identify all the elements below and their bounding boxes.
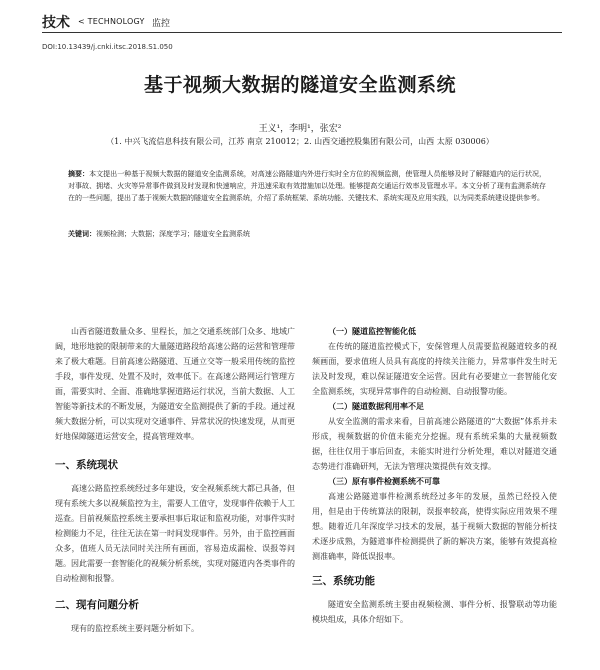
section-2-paragraph: 现有的监控系统主要问题分析如下。 (71, 624, 199, 633)
running-header (42, 12, 562, 34)
subsection-2-heading: （二）隧道数据利用率不足 (328, 402, 424, 411)
affiliations: （1. 中兴飞流信息科技有限公司，江苏 南京 210012；2. 山西交通控股集团有限公司，山西 太原 030006） (106, 137, 494, 146)
subsection-3-paragraph: 高速公路隧道事件检测系统经过多年的发展，虽然已经投入使用，但是由于传统算法的限制，误报率较高，使得实际应用效果不理想。随着近几年深度学习技术的发展，基于视频大数据的智能分析技术逐步成熟，为隧道事件检测提供了新的解决方案，能够有效提高检测准确率，降低误报率。 (312, 492, 557, 561)
abstract (68, 168, 546, 204)
subsection-3-heading: （三）原有事件检测系统不可靠 (328, 477, 440, 486)
abstract-text: 本文提出一种基于视频大数据的隧道安全监测系统，对高速公路隧道内外进行实时全方位的视频监测，使管理人员能够及时了解隧道内的运行状况，对事故、拥堵、火灾等异常事件做到及时发现和快速响应，并迅速采取有效措施加以处理。能够提高交通运行效率及管理水平。本文分析了现有监测系统存在的一些问题，提出了基于视频大数据的隧道安全监测系统，介绍了系统框架、系统功能、关键技术、系统实现及应用实践，以为同类系统建设提供参考。 (68, 170, 547, 202)
section-name: 监控 (152, 19, 171, 29)
header-rule (42, 32, 562, 33)
section-3-paragraph: 隧道安全监测系统主要由视频检测、事件分析、报警联动等功能模块组成，具体介绍如下。 (312, 600, 557, 624)
keywords-text: 视频检测；大数据；深度学习；隧道安全监测系统 (96, 230, 250, 238)
subsection-2-paragraph: 从安全监测的需求来看，目前高速公路隧道的“大数据”体系并未形成，视频数据的价值未能充分挖掘。现有系统采集的大量视频数据，往往仅用于事后回查，未能实时进行分析处理，难以对隧道交通态势进行准确研判，无法为管理决策提供有效支撑。 (312, 417, 557, 471)
abstract-label: 摘要： (68, 170, 90, 178)
right-column (312, 324, 557, 627)
section-1-paragraph: 高速公路监控系统经过多年建设，安全视频系统大都已具备，但现有系统大多以视频监控为主，需要人工值守，发现事件依赖于人工巡查。目前视频监控系统主要承担事后取证和监视功能，对事件实时检测能力不足，往往无法在第一时间发现事件。另外，由于监控画面众多，值班人员无法同时关注所有画面，容易造成漏检、误报等问题。因此需要一套智能化的视频分析系统，实现对隧道内各类事件的自动检测和报警。 (55, 484, 295, 583)
subsection-1-heading: （一）隧道监控智能化低 (328, 327, 416, 336)
section-2-heading: 二、现有问题分析 (55, 599, 139, 611)
journal-english-name: < TECHNOLOGY (78, 17, 145, 26)
authors: 王义¹，李明¹，张宏² (258, 124, 342, 134)
doi: DOI:10.13439/j.cnki.itsc.2018.S1.050 (42, 43, 173, 51)
journal-name: 技术 (42, 15, 70, 31)
subsection-1-paragraph: 在传统的隧道监控模式下，安保管理人员需要监视隧道较多的视频画面，要求值班人员具有高度的持续关注能力，异常事件发生时无法及时发现，难以保证隧道安全运营。因此有必要建立一套智能化安全监测系统，实现异常事件的自动检测、自动报警功能。 (312, 342, 557, 396)
keywords (68, 228, 546, 240)
left-column (55, 324, 295, 636)
section-3-heading: 三、系统功能 (312, 575, 375, 587)
intro-paragraph: 山西省隧道数量众多、里程长，加之交通系统部门众多、地域广阔，地形地貌的限制带来的大量隧道路段给高速公路的运营和管理带来了极大难题。目前高速公路隧道、互通立交等一般采用传统的监控手段，事件发现、处置不及时，效率低下。在高速公路网运行管理方面，需要实时、全面、准确地掌握道路运行状况，当前大数据、人工智能等新技术的不断发展，为隧道安全监测提供了新的手段。通过视频大数据分析，可以实现对交通事件、异常状况的快速发现，从而更好地保障隧道运营安全，提高管理效率。 (55, 327, 295, 441)
keywords-label: 关键词： (68, 230, 96, 238)
journal-english-text: TECHNOLOGY (87, 17, 145, 26)
section-1-heading: 一、系统现状 (55, 459, 118, 471)
article-title: 基于视频大数据的隧道安全监测系统 (143, 74, 456, 96)
